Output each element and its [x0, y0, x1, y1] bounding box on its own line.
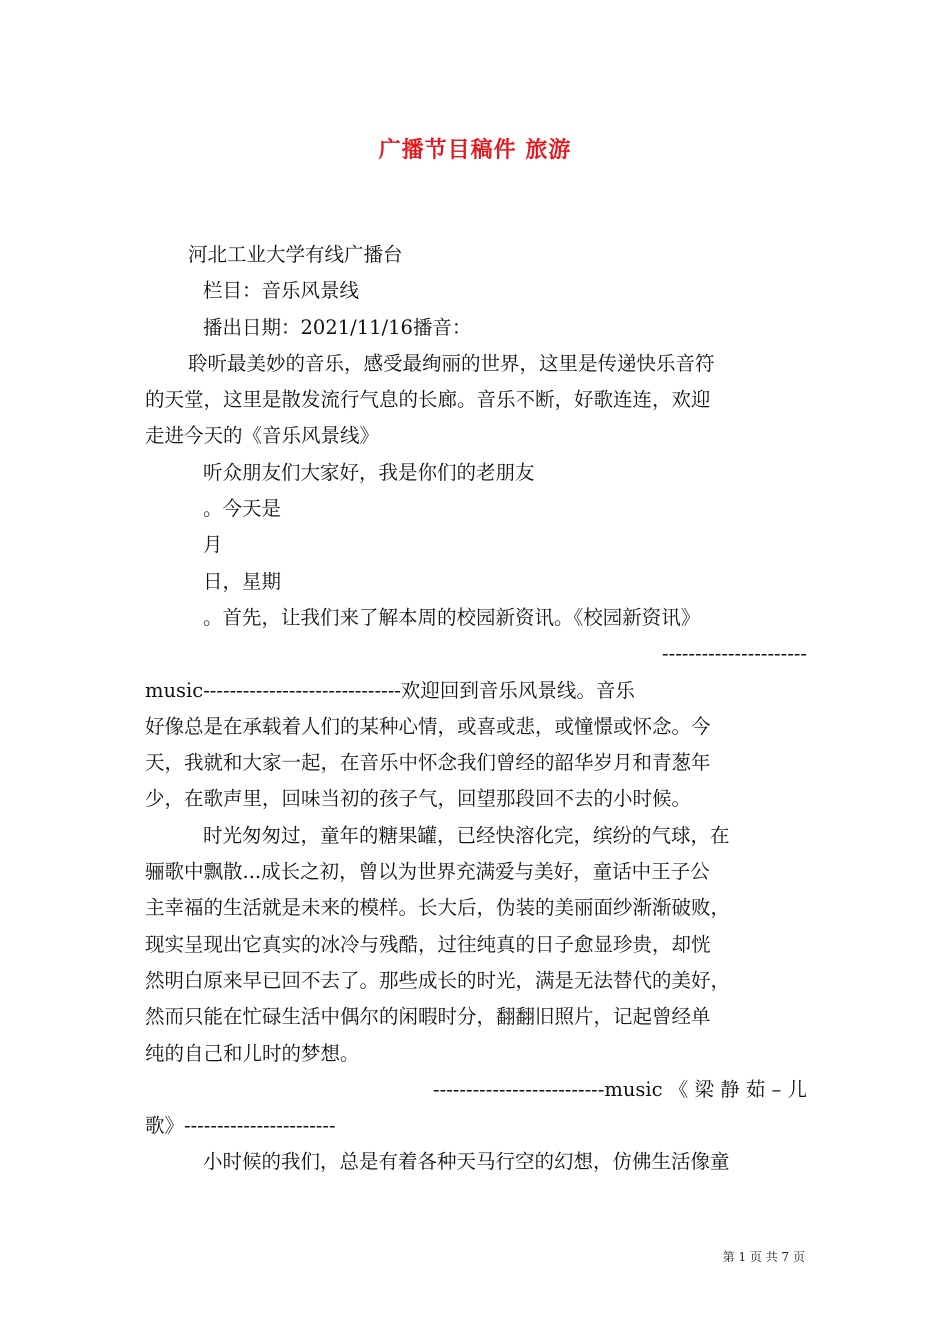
text-line: 播出日期：2021/11/16播音： — [203, 315, 472, 339]
text-line: 然明白原来早已回不去了。那些成长的时光，满是无法替代的美好， — [145, 968, 731, 992]
text-line: 主幸福的生活就是未来的模样。长大后，伪装的美丽面纱渐渐破败， — [145, 896, 731, 920]
page-footer: 第 1 页 共 7 页 — [722, 1250, 805, 1264]
text-line: 然而只能在忙碌生活中偶尔的闲暇时分，翻翻旧照片，记起曾经单 — [145, 1005, 711, 1029]
text-line: 。今天是 — [203, 497, 282, 521]
document-title: 广播节目稿件 旅游 — [378, 138, 572, 163]
text-line: 小时候的我们，总是有着各种天马行空的幻想，仿佛生活像童 — [203, 1150, 730, 1174]
text-line: 天，我就和大家一起，在音乐中怀念我们曾经的韶华岁月和青葱年 — [145, 751, 711, 775]
text-line: 少，在歌声里，回味当初的孩子气，回望那段回不去的小时候。 — [145, 787, 692, 811]
music-separator-line: --------------------------music 《 梁 静 茹 – 儿 — [433, 1077, 807, 1101]
text-line: 骊歌中飘散...成长之初，曾以为世界充满爱与美好，童话中王子公 — [145, 860, 710, 884]
text-line: 月 — [203, 533, 223, 557]
text-line: music------------------------------欢迎回到音乐风景线。音乐 — [145, 678, 635, 702]
text-line: 的天堂，这里是散发流行气息的长廊。音乐不断，好歌连连，欢迎 — [145, 388, 711, 412]
text-line: 走进今天的《音乐风景线》 — [145, 424, 380, 448]
text-line: 现实呈现出它真实的冰冷与残酷，过往纯真的日子愈显珍贵，却恍 — [145, 932, 711, 956]
text-line: 河北工业大学有线广播台 — [188, 243, 403, 266]
text-line: 歌》----------------------- — [145, 1114, 336, 1138]
text-line: 聆听最美妙的音乐，感受最绚丽的世界，这里是传递快乐音符 — [188, 351, 715, 375]
separator-line: ---------------------- — [662, 642, 807, 666]
text-line: 栏目：音乐风景线 — [203, 279, 360, 303]
text-line: 。首先，让我们来了解本周的校园新资讯。《校园新资讯》 — [203, 605, 701, 629]
text-line: 纯的自己和儿时的梦想。 — [145, 1041, 360, 1065]
text-line: 好像总是在承载着人们的某种心情，或喜或悲，或憧憬或怀念。今 — [145, 714, 711, 738]
text-line: 听众朋友们大家好，我是你们的老朋友 — [203, 460, 535, 484]
text-line: 时光匆匆过，童年的糖果罐，已经快溶化完，缤纷的气球，在 — [203, 823, 730, 847]
text-line: 日，星期 — [203, 569, 282, 593]
document-body — [145, 237, 807, 1181]
